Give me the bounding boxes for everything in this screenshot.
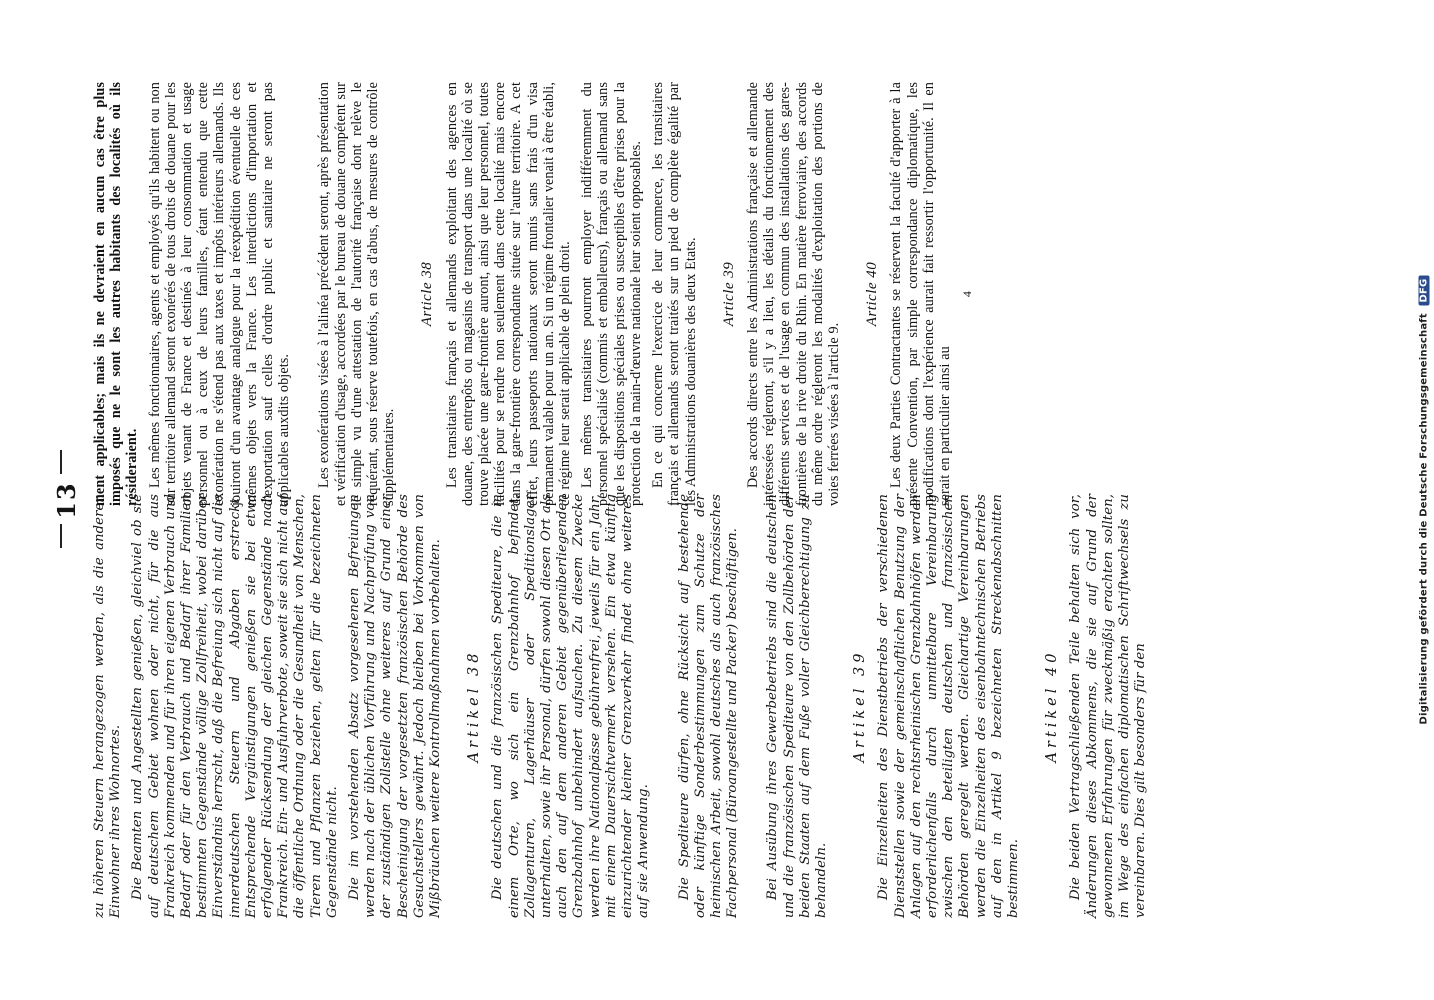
french-paragraph: Les exonérations visées à l'alinéa précédent seront, après présentation et vérification d'usage, accordées par le bureau de douane compétent sur le simple vu d'une attestation de l'autorité française dont relève le requérant, sous réserve toutefois, en cas d'abus, de mesures de contrôle supplémentaires. [316,82,398,506]
spacer [747,494,765,918]
german-column [92,494,1155,918]
french-paragraph: ment applicables; mais ils ne devraient en aucun cas être plus imposés que ne le sont les autres habitants des localités où ils résideraient. [92,82,141,506]
german-article-heading: Artikel 38 [466,649,483,763]
french-paragraph: En ce qui concerne l'exercice de leur commerce, les transitaires français et allemands seront traités sur un pied de complète égalité par les Administrations douanières des deux Etats. [650,82,699,506]
german-article-heading: Artikel 40 [1044,649,1061,763]
spacer [659,494,677,918]
spacer [298,82,316,506]
german-paragraph: Die beiden Vertragschließenden Teile behalten sich vor, Änderungen dieses Abkommens, die sie auf Grund der gewonnenen Erfahrungen für zweckmäßig erachten sollten, im Wege des einfachen diplomatischen Schriftwechsels zu vereinbaren. Dies gilt besonders für den [1068,494,1149,918]
header-dash-right [60,450,62,474]
french-article-heading: Article 39 [720,261,737,327]
french-article-heading: Article 38 [419,261,436,327]
german-article-heading: Artikel 39 [852,649,869,763]
watermark-text: Digitalisierung gefördert durch die Deutsche Forschungsgemeinschaft [1418,313,1430,725]
page-number: 13 [52,481,81,519]
french-article-heading: Article 40 [864,261,881,327]
german-paragraph: Die deutschen und die französischen Spediteure, die in einem Orte, wo sich ein Grenzbahnhof befindet, Zollagenturen, Lagerhäuser oder Speditionslager unterhalten, sowie ihr Personal, dürfen sowohl diesen Ort als auch den auf dem anderen Gebiet gegenüberliegenden Grenzbahnhof unbehindert aufsuchen. Zu diesem Zwecke werden ihre Nationalpässe gebührenfrei, jeweils für ein Jahr, mit einem Dauersichtvermerk versehen. Ein etwa künftig einzurichtender kleiner Grenzverkehr findet ohne weiteres auf sie Anwendung. [490,494,652,918]
french-paragraph: Des accords directs entre les Administrations française et allemande intéressées régleront, s'il y a lieu, les détails du fonctionnement des différents services et de l'usage en commun des installations des gares-frontières de la rive droite du Rhin. En matière ferroviaire, des accords du même ordre régleront les modalités d'exploitation des portions de voies ferrées visées à l'article 9. [744,82,842,506]
german-paragraph: Die Spediteure dürfen, ohne Rücksicht auf bestehende oder künftige Sonderbestimmungen zum Schutze der heimischen Arbeit, sowohl deutsches als auch französisches Fachpersonal (Büroangestellte und Packer) beschäftigen. [676,494,741,918]
german-paragraph: Die Einzelheiten des Dienstbetriebs der verschiedenen Dienststellen sowie der gemeinschaftlichen Benutzung der Anlagen auf den rechtsrheinischen Grenzbahnhöfen werden erforderlichenfalls durch unmittelbare Vereinbarung zwischen den beteiligten deutschen und französischen Behörden geregelt werden. Gleichartige Vereinbarungen werden die Einzelheiten des eisenbahntechnischen Betriebs auf den in Artikel 9 bezeichneten Streckenabschnitten bestimmen. [876,494,1021,918]
digitization-watermark [1414,8,1434,992]
french-paragraph: Les deux Parties Contractantes se réservent la faculté d'apporter à la présente Convention, par simple correspondance diplomatique, les modifications dont l'expérience aurait fait ressortir l'opportunité. Il en serait en particulier ainsi au [888,82,953,506]
bottom-page-marker: 4 [960,290,975,298]
french-paragraph: Les mêmes fonctionnaires, agents et employés qu'ils habitent ou non sur territoire allemand seront exonérés de tous droits de douane pour les objets venant de France et destinés à leur consommation et usage personnel ou à ceux de leurs familles, étant entendu que cette exonération ne s'étend pas aux taxes et impôts intérieurs allemands. Ils jouiront d'un avantage analogue pour la réexpédition éventuelle de ces mêmes objets vers la France. Les interdictions d'importation et d'exportation sauf celles d'ordre public et sanitaire ne seront pas applicables auxdits objets. [146,82,293,506]
french-paragraph: Les mêmes transitaires pourront employer indifféremment du personnel spécialisé (commis et emballeurs), français ou allemand sans que les dispositions spéciales prises ou susceptibles d'être prises pour la protection de la main-d'œuvre nationale leur soient opposables. [579,82,644,506]
french-column [92,82,975,506]
french-paragraph: Les transitaires français et allemands exploitant des agences en douane, des entrepôts ou magasins de transport dans une localité où se trouve placée une gare-frontière auront, ainsi que leur personnel, toutes facilités pour se rendre non seulement dans cette localité mais encore dans la gare-frontière correspondante située sur l'autre territoire. A cet effet, leurs passeports nationaux seront munis sans frais d'un visa permanent valable pour un an. Si un régime frontalier venait à être établi, ce régime leur serait applicable de plein droit. [443,82,574,506]
watermark-text-block [1419,276,1430,725]
dfg-logo: DFG [1419,276,1430,306]
page-header [52,0,92,1000]
german-paragraph: Bei Ausübung ihres Gewerbebetriebs sind die deutschen und die französischen Spediteure von den Zollbehörden der beiden Staaten auf dem Fuße voller Gleichberechtigung zu behandeln. [765,494,829,918]
german-paragraph: Die im vorstehenden Absatz vorgesehenen Befreiungen werden nach der üblichen Vorführung und Nachprüfung von der zuständigen Zollstelle ohne weiteres auf Grund einer Bescheinigung der vorgesetzten französischen Behörde des Gesuchstellers gewährt. Jedoch bleiben bei Vorkommen von Mißbräuchen weitere Kontrollmaßnahmen vorbehalten. [347,494,444,918]
german-paragraph: Die Beamten und Angestellten genießen, gleichviel ob sie auf deutschem Gebiet wohnen oder nicht, für die aus Frankreich kommenden und für ihren eigenen Verbrauch und Bedarf oder für den Verbrauch und Bedarf ihrer Familien bestimmten Gegenstände völlige Zollfreiheit, wobei darüber Einverständnis herrscht, daß die Befreiung sich nicht auf die innerdeutschen Steuern und Abgaben erstreckt. Entsprechende Vergünstigungen genießen sie bei etwa erfolgender Rücksendung der gleichen Gegenstände nach Frankreich. Ein- und Ausfuhrverbote, soweit sie sich nicht auf die öffentliche Ordnung oder die Gesundheit von Menschen, Tieren und Pflanzen beziehen, gelten für die bezeichneten Gegenstände nicht. [130,494,340,918]
german-paragraph: zu höheren Steuern herangezogen werden, als die anderen Einwohner ihres Wohnortes. [92,494,124,918]
